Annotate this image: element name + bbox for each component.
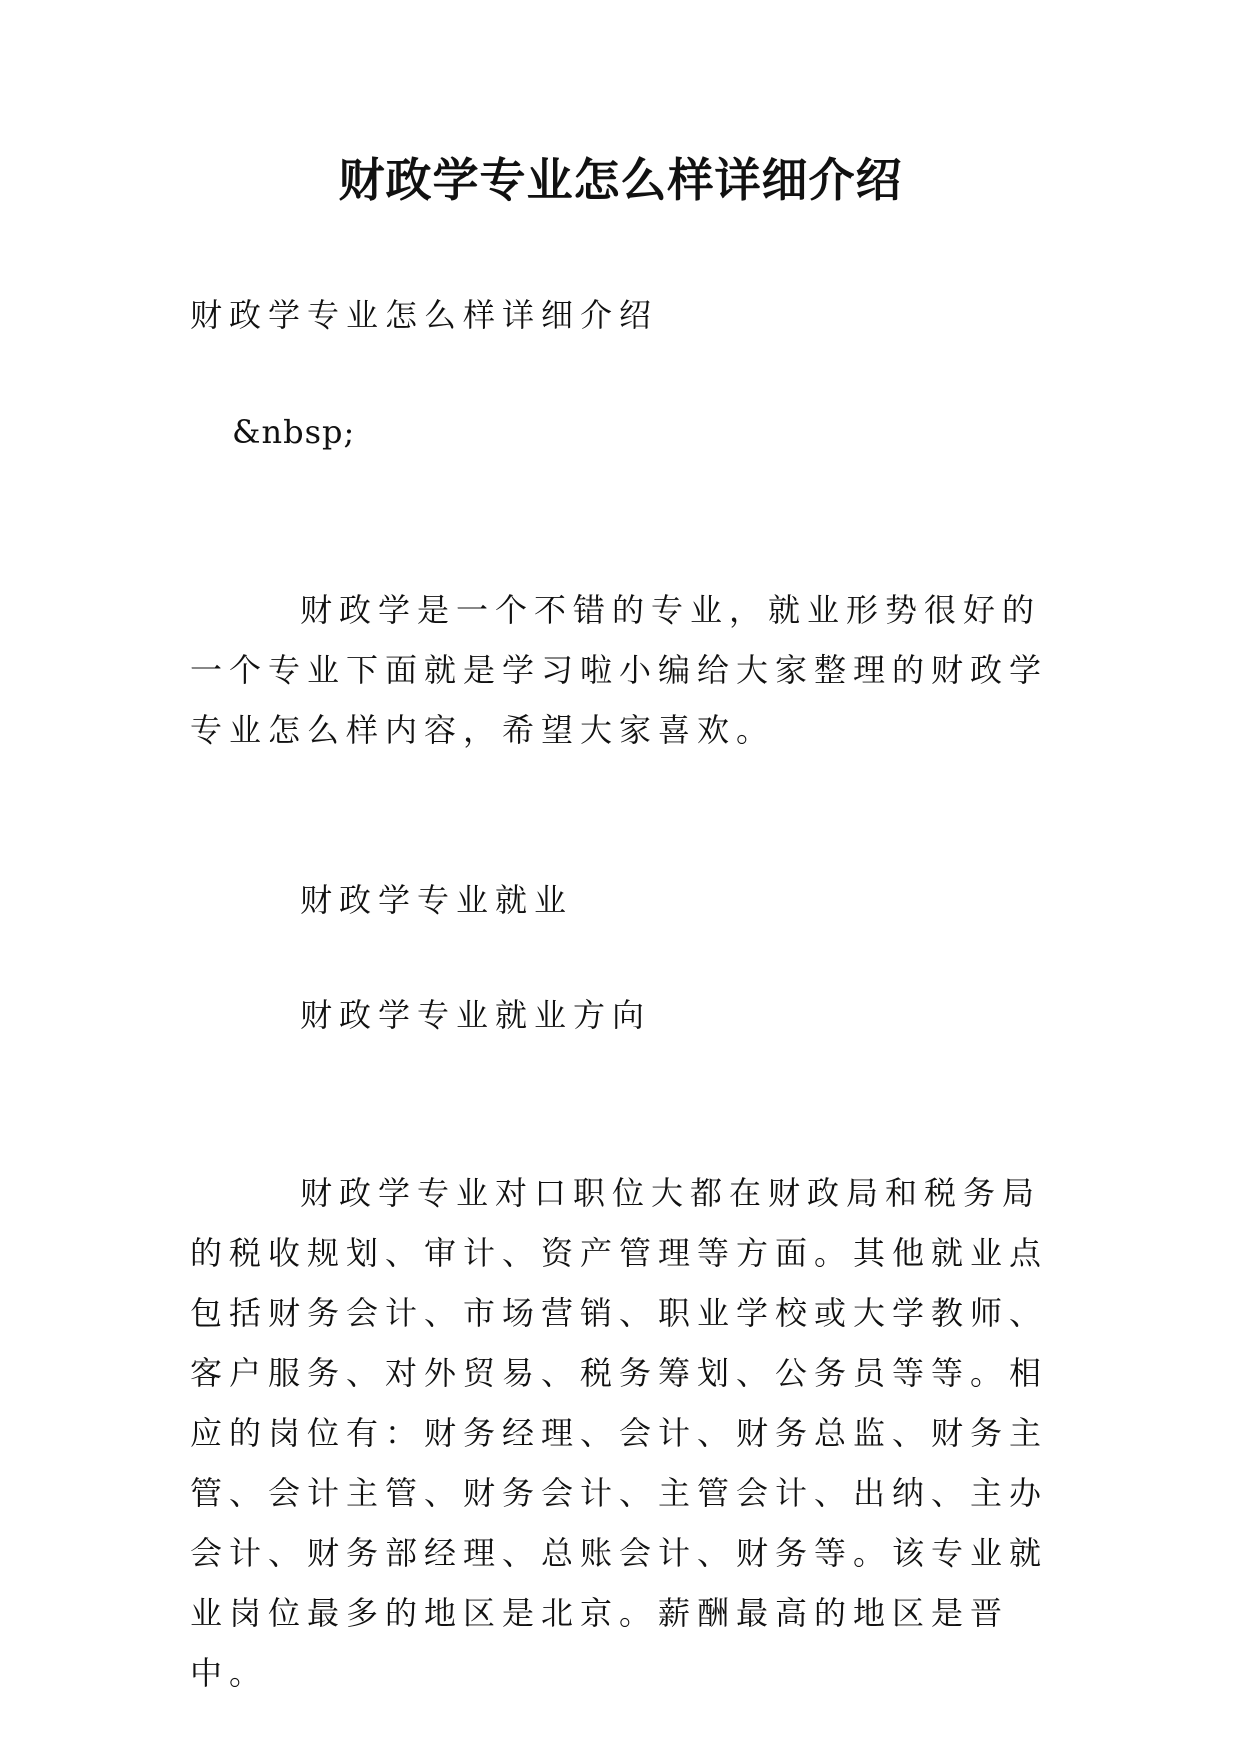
employment-paragraph: 财政学专业对口职位大都在财政局和税务局的税收规划、审计、资产管理等方面。其他就业点包括财务会计、市场营销、职业学校或大学教师、客户服务、对外贸易、税务筹划、公务员等等。相应的岗位有：财务经理、会计、财务总监、财务主管、会计主管、财务会计、主管会计、出纳、主办会计、财务部经理、总账会计、财务等。该专业就业岗位最多的地区是北京。薪酬最高的地区是晋中。 [190, 1174, 1049, 1692]
intro-paragraph: 财政学是一个不错的专业，就业形势很好的一个专业下面就是学习啦小编给大家整理的财政学专业怎么样内容，希望大家喜欢。 [190, 591, 1049, 749]
subsection-heading: 财政学专业就业方向 [300, 996, 652, 1034]
nbsp-line: &nbsp; [232, 413, 356, 451]
section-heading: 财政学专业就业 [300, 881, 574, 919]
document-subtitle: 财政学专业怎么样详细介绍 [190, 296, 659, 334]
document-title: 财政学专业怎么样详细介绍 [338, 153, 903, 207]
